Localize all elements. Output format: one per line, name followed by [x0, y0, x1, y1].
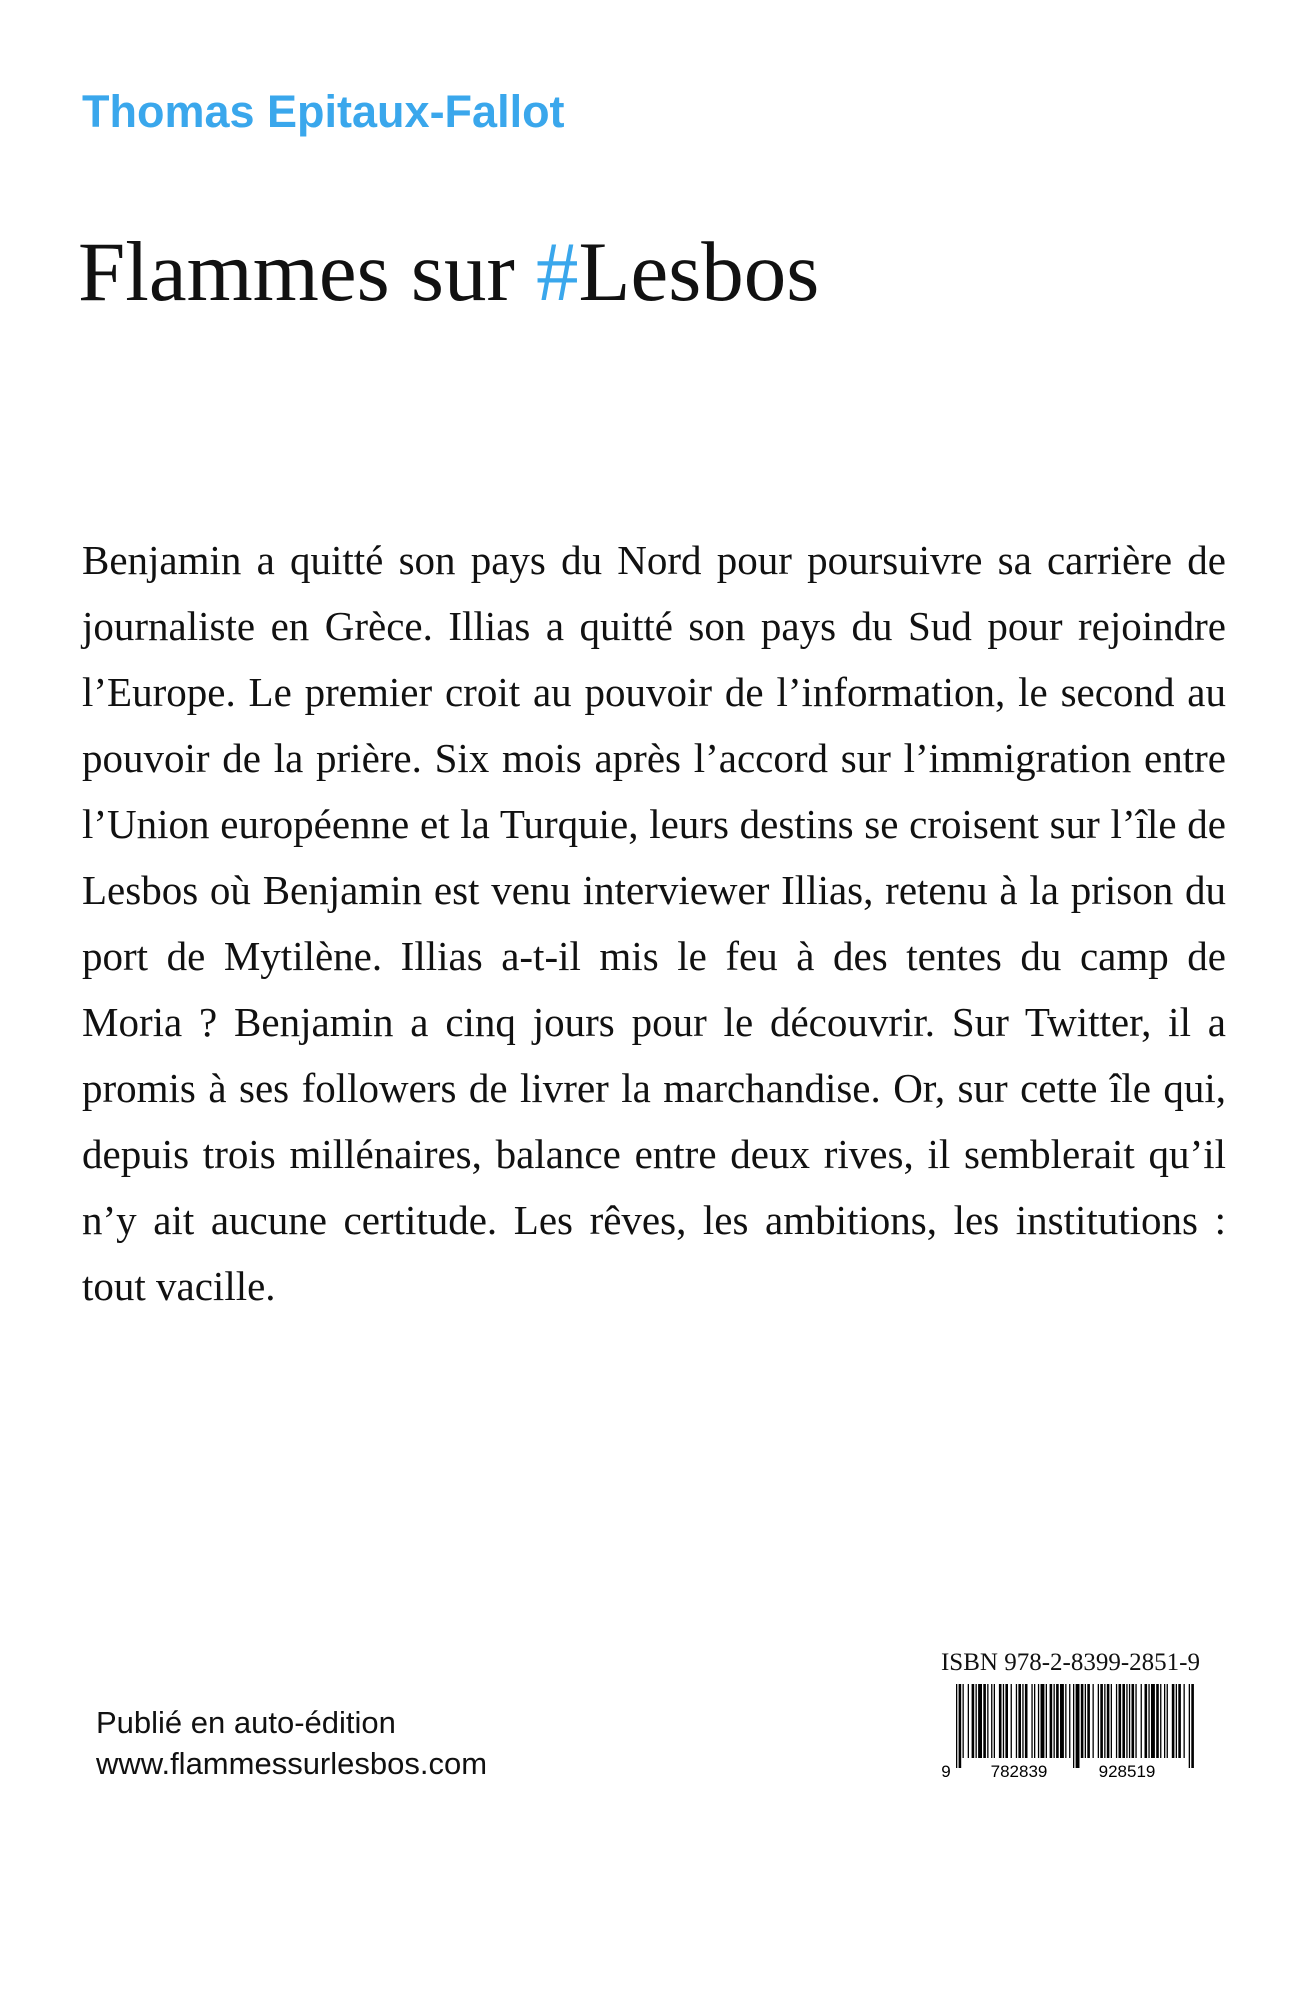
barcode-bar: [959, 1684, 962, 1768]
isbn-block: [936, 1648, 1200, 1780]
barcode-bar: [1164, 1684, 1165, 1758]
barcode-bar: [1132, 1684, 1135, 1758]
barcode-digit-first: 9: [941, 1762, 951, 1780]
barcode-bar: [1060, 1684, 1064, 1758]
barcode-bar: [968, 1684, 969, 1758]
barcode-bar: [1073, 1684, 1074, 1768]
barcode-bar: [1098, 1684, 1099, 1758]
barcode-bar: [956, 1684, 957, 1768]
barcode-bar: [1054, 1684, 1055, 1758]
barcode-bar: [1022, 1684, 1023, 1758]
barcode-bar: [1104, 1684, 1105, 1758]
barcode-bar: [1050, 1684, 1053, 1758]
barcode-bar: [1184, 1684, 1185, 1758]
book-summary: Benjamin a quitté son pays du Nord pour poursuivre sa carrière de journaliste en Grèce. Illias a quitté son pays du Sud pour rejoindre l’Europe. Le premier croit au pouvoir de l’information, le second au pouvoir de la prière. Six mois après l’accord sur l’immigration entre l’Union européenne et la Turquie, leurs destins se croisent sur l’île de Lesbos où Benjamin est venu interviewer Illias, retenu à la prison du port de Mytilène. Illias a-t-il mis le feu à des tentes du camp de Moria ? Benjamin a cinq jours pour le découvrir. Sur Twitter, il a promis à ses followers de livrer la marchandise. Or, sur cette île qui, depuis trois millénaires, balance entre deux rives, il semblerait qu’il n’y ait aucune certitude. Les rêves, les ambitions, les institutions : tout vacille.: [82, 537, 1226, 1309]
barcode-bar: [976, 1684, 977, 1758]
barcode-bar: [1122, 1684, 1125, 1758]
barcode-bar: [1191, 1684, 1194, 1768]
barcode-bar: [1189, 1684, 1190, 1768]
barcode-bar: [1129, 1684, 1130, 1758]
barcode-bar: [1172, 1684, 1175, 1758]
barcode-bar: [1046, 1684, 1047, 1758]
publisher-website: www.flammessurlesbos.com: [96, 1746, 488, 1781]
barcode-bar: [1034, 1684, 1035, 1758]
barcode-bar: [1135, 1684, 1136, 1758]
barcode-bar: [1111, 1684, 1112, 1758]
barcode-bar: [991, 1684, 992, 1758]
barcode-bar: [987, 1684, 988, 1758]
barcode-bar: [1107, 1684, 1110, 1758]
author-name: [82, 84, 565, 140]
barcode-bar: [1031, 1684, 1032, 1758]
barcode-bar: [1076, 1684, 1080, 1768]
barcode-bar: [1005, 1684, 1008, 1758]
barcode-icon: [936, 1684, 1200, 1780]
book-title: [78, 222, 819, 322]
barcode-bar: [1025, 1684, 1028, 1758]
barcode-bar: [1119, 1684, 1122, 1758]
barcode-bar: [1126, 1684, 1127, 1758]
barcode-bar: [1018, 1684, 1021, 1758]
barcode-bar: [1100, 1684, 1103, 1758]
barcode-bar: [1069, 1684, 1070, 1758]
barcode-bar: [1081, 1684, 1084, 1758]
title-part-2: Lesbos: [578, 225, 820, 319]
isbn-label: ISBN 978-2-8399-2851-9: [940, 1649, 1200, 1676]
barcode-bar: [1038, 1684, 1039, 1758]
barcode-bar: [972, 1684, 975, 1758]
barcode-bar: [978, 1684, 982, 1758]
barcode-bar: [1160, 1684, 1161, 1758]
barcode-bar: [1003, 1684, 1004, 1758]
barcode-bar: [1167, 1684, 1168, 1758]
barcode-bar: [994, 1684, 995, 1758]
barcode-bar: [1176, 1684, 1177, 1758]
barcode-bar: [1093, 1684, 1094, 1758]
title-hashtag: #: [536, 225, 579, 319]
barcode-bar: [1156, 1684, 1159, 1758]
barcode-bar: [1087, 1684, 1090, 1758]
barcode-bar: [983, 1684, 986, 1758]
barcode-bar: [1011, 1684, 1012, 1758]
barcode-bar: [1145, 1684, 1148, 1758]
barcode-bar: [963, 1684, 964, 1758]
barcode-bar: [1178, 1684, 1181, 1758]
barcode-digits-left: 782839: [990, 1762, 1048, 1780]
barcode-bar: [999, 1684, 1002, 1758]
barcode-bar: [1041, 1684, 1045, 1758]
barcode-bar: [1148, 1684, 1149, 1758]
barcode-bar: [1056, 1684, 1059, 1758]
barcode-bar: [1151, 1684, 1155, 1758]
barcode-bar: [1116, 1684, 1117, 1758]
author-name-text: Thomas Epitaux-Fallot: [82, 86, 565, 137]
barcode-bar: [1085, 1684, 1086, 1758]
barcode-bar: [1065, 1684, 1066, 1758]
barcode-bar: [1141, 1684, 1142, 1758]
barcode-digits-right: 928519: [1098, 1762, 1156, 1780]
publisher-line: Publié en auto-édition: [96, 1705, 396, 1740]
barcode-bar: [1016, 1684, 1017, 1758]
publisher-info: [96, 1702, 487, 1784]
title-part-1: Flammes sur: [78, 225, 537, 319]
